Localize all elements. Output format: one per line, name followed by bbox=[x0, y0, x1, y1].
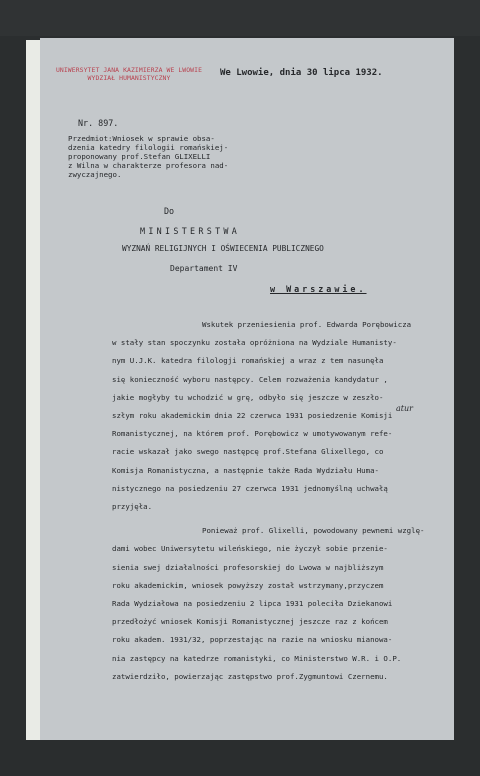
paragraph-2-line: roku akadem. 1931/32, poprzestając na razie na wniosku mianowa- bbox=[112, 635, 393, 645]
paragraph-2-line: roku akademickim, wniosek powyższy został wstrzymany,przyczem bbox=[112, 580, 384, 590]
letter-body bbox=[112, 316, 452, 686]
paragraph-1-line: Komisja Romanistyczna, a następnie także Rada Wydziału Huma- bbox=[112, 465, 379, 475]
subject-line: dzenia katedry filologii romańskiej- bbox=[68, 143, 229, 152]
subject-block bbox=[68, 134, 278, 179]
paragraph-1-line: nistycznego na posiedzeniu 27 czerwca 1931 jednomyślną uchwałą bbox=[112, 483, 388, 493]
paragraph-1-line: w stały stan spoczynku została opróżniona na Wydziale Humanisty- bbox=[112, 338, 397, 348]
addressee-department: Departament IV bbox=[170, 264, 238, 273]
paragraph-1-line: szłym roku akademickim dnia 22 czerwca 1931 posiedzenie Komisji bbox=[112, 411, 393, 421]
scan-background-bottom bbox=[0, 740, 480, 776]
subject-line: zwyczajnego. bbox=[68, 170, 122, 179]
paragraph-2-line: nia zastępcy na katedrze romanistyki, co Ministerstwo W.R. i O.P. bbox=[112, 653, 402, 663]
paragraph-1-line: jakie mogłyby tu wchodzić w grę, odbyło się jeszcze w zeszło- bbox=[112, 392, 384, 402]
paragraph-1-line: nym U.J.K. katedra filologji romańskiej a wraz z tem nasunęła bbox=[112, 356, 384, 366]
paragraph-1-line: Wskutek przeniesienia prof. Edwarda Porębowicza bbox=[202, 320, 412, 329]
university-stamp bbox=[54, 66, 204, 82]
paragraph-1-line: się konieczność wyboru następcy. Celem rozważenia kandydatur , bbox=[112, 374, 388, 384]
paragraph-1-line: przyjęła. bbox=[112, 502, 153, 512]
addressee-ministry: MINISTERSTWA bbox=[140, 226, 241, 236]
subject-line: Przedmiot:Wniosek w sprawie obsa- bbox=[68, 134, 215, 143]
paragraph-2-line: zatwierdziło, powierzając zastępstwo prof.Zygmuntowi Czernemu. bbox=[112, 671, 388, 681]
paragraph-1-line: Romanistycznej, na którem prof. Porębowicz w umotywowanym refe- bbox=[112, 429, 393, 439]
handwritten-correction: atur bbox=[396, 404, 413, 413]
stamp-line-1: UNIWERSYTET JANA KAZIMIERZA WE LWOWIE bbox=[55, 66, 203, 74]
addressee-to: Do bbox=[164, 206, 175, 216]
document-page bbox=[40, 38, 454, 740]
place-and-date: We Lwowie, dnia 30 lipca 1932. bbox=[220, 68, 383, 78]
addressee-city: w Warszawie. bbox=[270, 284, 367, 294]
scan-background-top bbox=[0, 0, 480, 36]
paragraph-2-line: sienia swej działalności profesorskiej do Lwowa w najbliższym bbox=[112, 562, 384, 572]
document-number: Nr. 897. bbox=[78, 118, 119, 128]
paragraph-2-line: przedłożyć wniosek Komisji Romanistycznej jeszcze raz z końcem bbox=[112, 617, 388, 627]
paragraph-2-line: dami wobec Uniwersytetu wileńskiego, nie życzył sobie przenie- bbox=[112, 544, 388, 554]
subject-line: z Wilna w charakterze profesora nad- bbox=[68, 161, 229, 170]
paragraph-1-line: racie wskazał jako swego następcę prof.Stefana Glixellego, co bbox=[112, 447, 384, 457]
subject-line: proponowany prof.Stefan GLIXELLI bbox=[68, 152, 211, 161]
paragraph-2-line: Ponieważ prof. Glixelli, powodowany pewnemi wzglę- bbox=[202, 526, 425, 536]
stamp-line-2: WYDZIAŁ HUMANISTYCZNY bbox=[87, 74, 171, 82]
addressee-ministry-full: WYZNAŃ RELIGIJNYCH I OŚWIECENIA PUBLICZNEGO bbox=[122, 244, 324, 253]
paragraph-2-line: Rada Wydziałowa na posiedzeniu 2 lipca 1931 poleciła Dziekanowi bbox=[112, 599, 393, 609]
